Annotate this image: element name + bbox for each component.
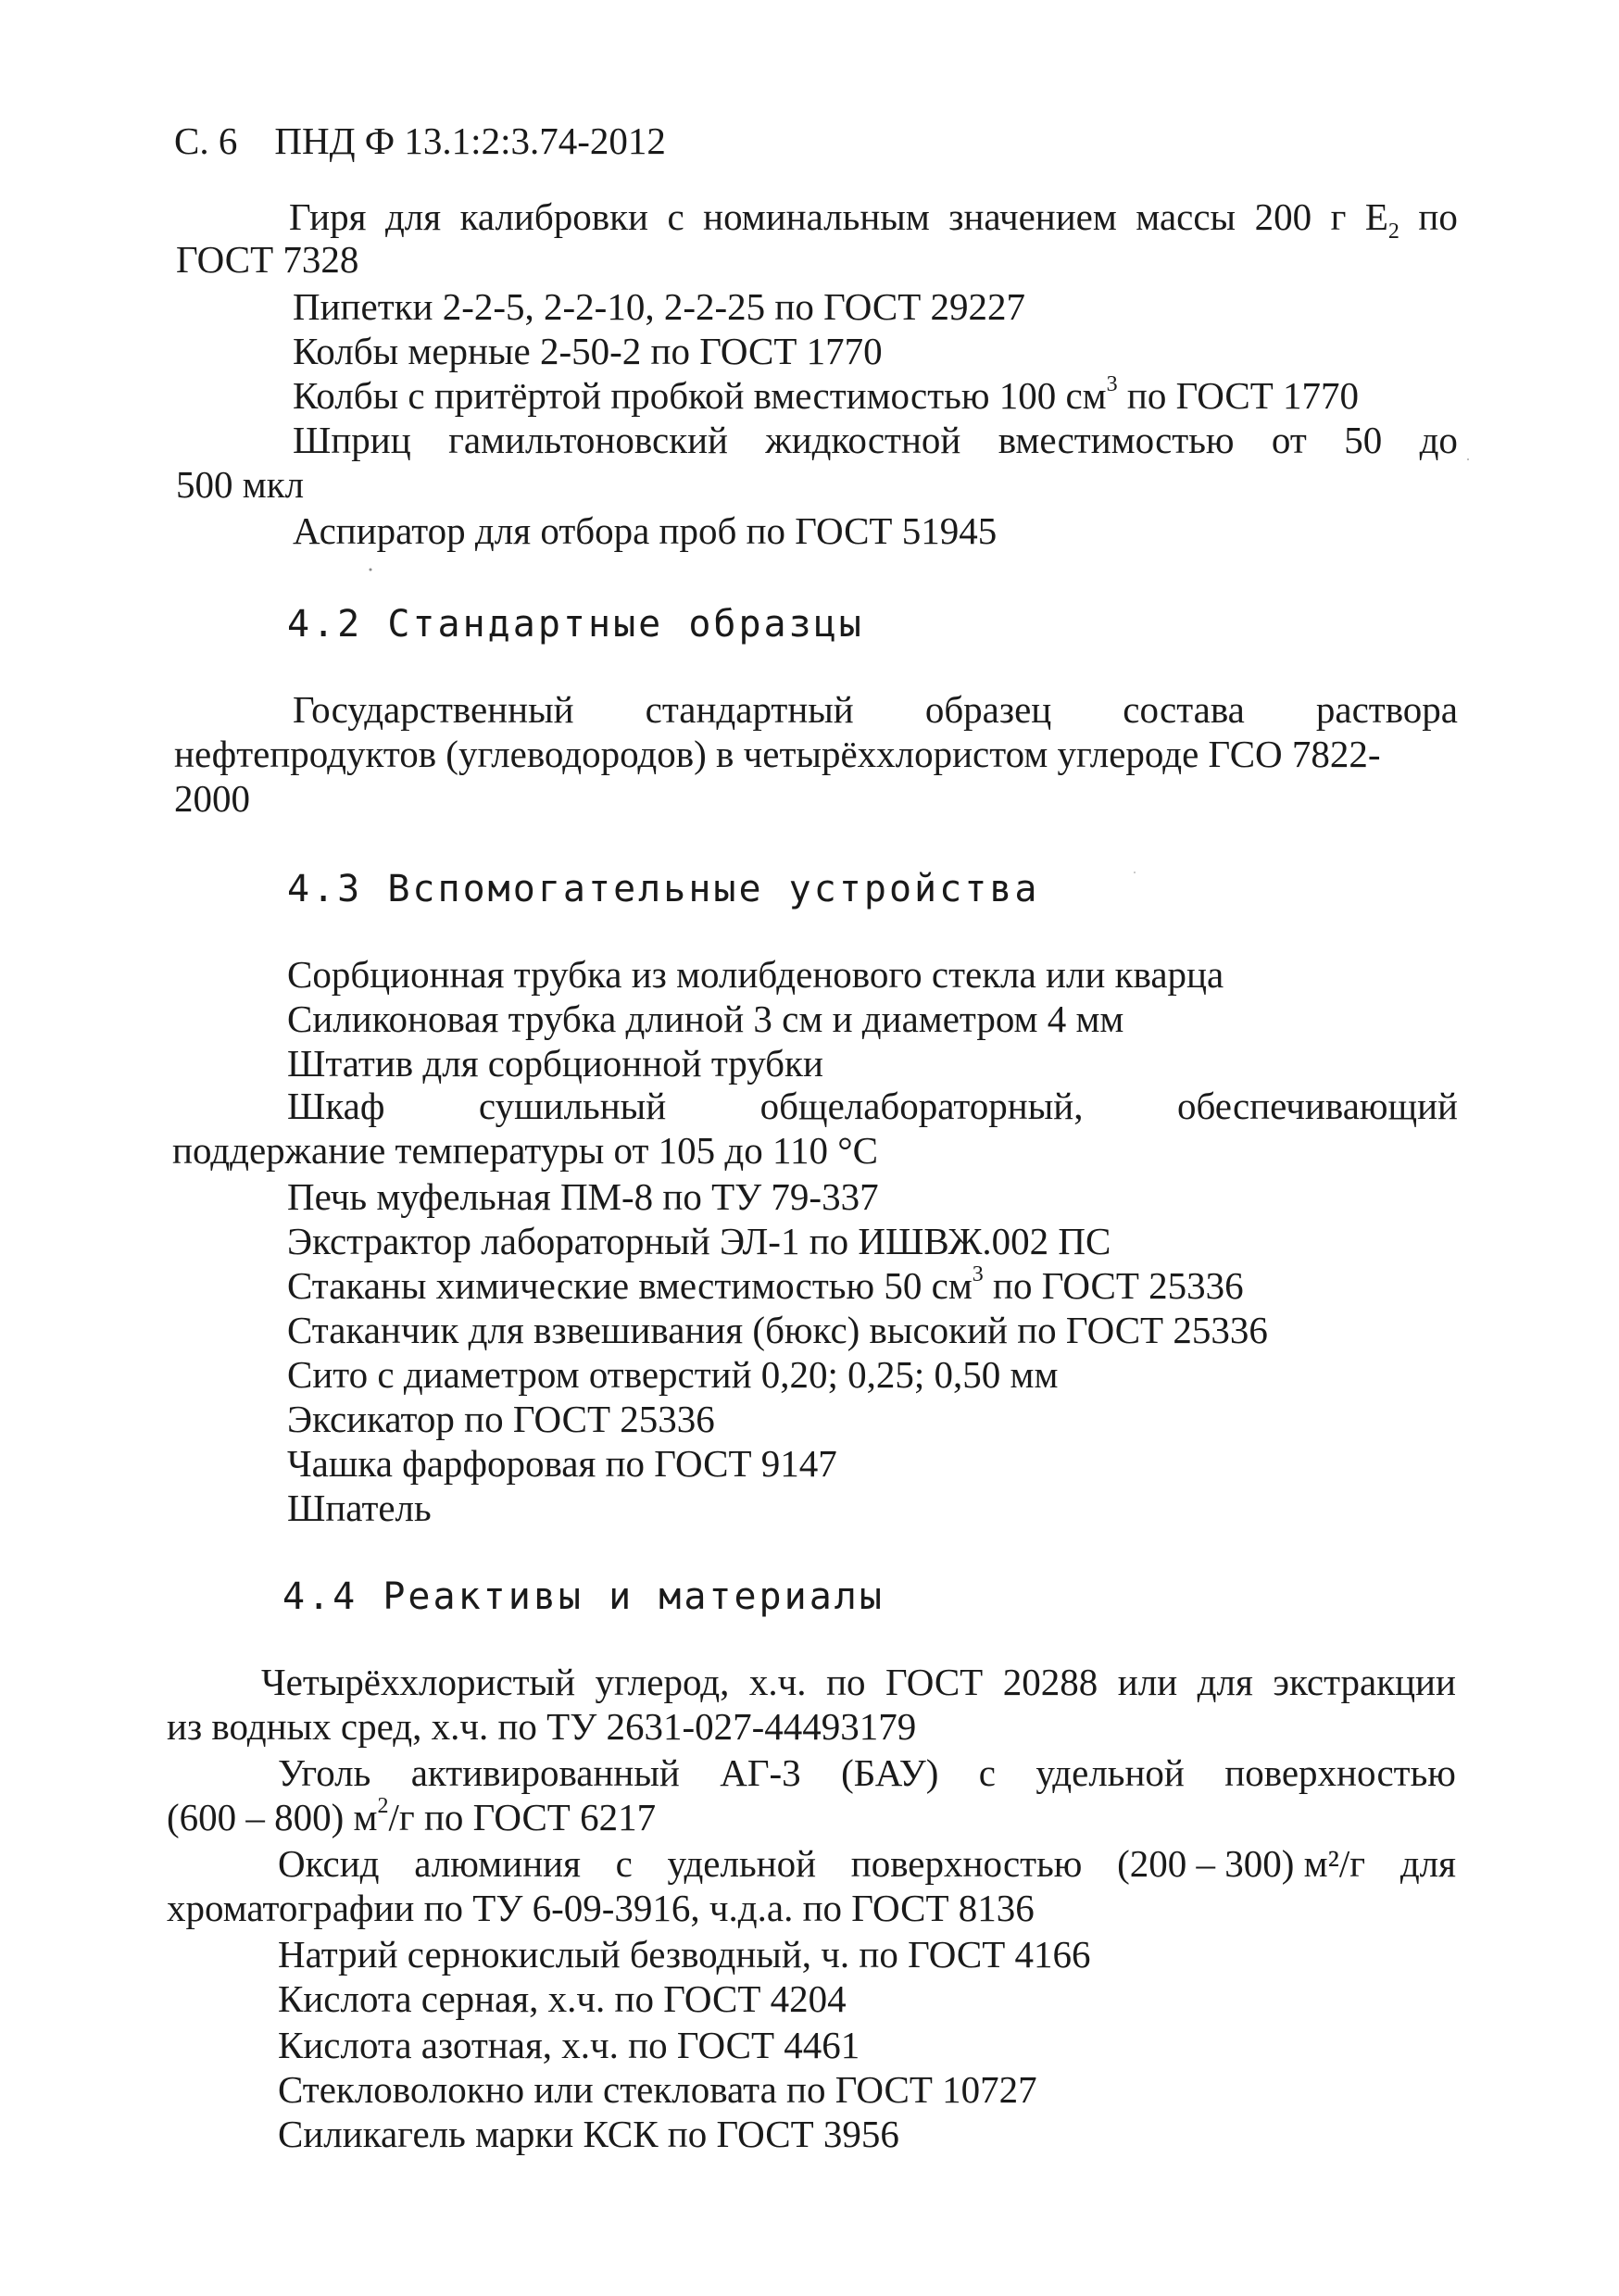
ccl4-line-2: из водных сред, х.ч. по ТУ 2631-027-44493179 (167, 1705, 917, 1748)
desiccator-line: Эксикатор по ГОСТ 25336 (287, 1398, 715, 1440)
aspirator-line: Аспиратор для отбора проб по ГОСТ 51945 (293, 509, 998, 552)
pipettes-line: Пипетки 2-2-5, 2-2-10, 2-2-25 по ГОСТ 29227 (293, 285, 1026, 328)
document-code: ПНД Ф 13.1:2:3.74-2012 (274, 119, 666, 162)
spatula-line: Шпатель (287, 1487, 432, 1529)
alumina-line-2: хроматографии по ТУ 6-09-3916, ч.д.а. по ГОСТ 8136 (167, 1887, 1035, 1929)
syringe-line-1: Шприц гамильтоновский жидкостной вместимостью от 50 до (293, 419, 1458, 461)
furnace-line: Печь муфельная ПМ-8 по ТУ 79-337 (287, 1175, 879, 1218)
porcelain-dish-line: Чашка фарфоровая по ГОСТ 9147 (287, 1442, 837, 1485)
nitric-acid-line: Кислота азотная, х.ч. по ГОСТ 4461 (278, 2024, 860, 2066)
stand-line: Штатив для сорбционной трубки (287, 1042, 823, 1085)
sorption-tube-line: Сорбционная трубка из молибденового стекла или кварца (287, 953, 1224, 996)
carbon-line-1: Уголь активированный АГ-3 (БАУ) с удельной поверхностью (278, 1751, 1456, 1794)
sulfuric-acid-line: Кислота серная, х.ч. по ГОСТ 4204 (278, 1977, 847, 2020)
section-4-3-heading: 4.3 Вспомогательные устройства (287, 868, 1040, 910)
alumina-line-1: Оксид алюминия с удельной поверхностью (200 – 300) м²/г для (278, 1842, 1456, 1885)
cabinet-line-1: Шкаф сушильный общелабораторный, обеспечивающий (287, 1085, 1458, 1127)
sieve-line: Сито с диаметром отверстий 0,20; 0,25; 0,50 мм (287, 1353, 1059, 1396)
flasks-line: Колбы мерные 2-50-2 по ГОСТ 1770 (293, 330, 883, 372)
cabinet-line-2: поддержание температуры от 105 до 110 °С (172, 1129, 879, 1172)
gso-line-2: нефтепродуктов (углеводородов) в четырёххлористом углероде ГСО 7822- (174, 733, 1381, 775)
silicone-tube-line: Силиконовая трубка длиной 3 см и диаметром 4 мм (287, 997, 1124, 1040)
silica-gel-line: Силикагель марки КСК по ГОСТ 3956 (278, 2113, 899, 2155)
section-4-2-heading: 4.2 Стандартные образцы (287, 603, 864, 646)
beakers-line: Стаканы химические вместимостью 50 $см^3$ по ГОСТ 25336 (287, 1262, 1244, 1307)
syringe-line-2: 500 мкл (176, 463, 305, 506)
sodium-sulfate-line: Натрий сернокислый безводный, ч. по ГОСТ 4166 (278, 1933, 1091, 1976)
weighing-bottle-line: Стаканчик для взвешивания (бюкс) высокий по ГОСТ 25336 (287, 1309, 1268, 1351)
carbon-line-2: (600 – 800) $м^2/г$ по ГОСТ 6217 (167, 1794, 657, 1838)
fiberglass-line: Стекловолокно или стекловата по ГОСТ 10727 (278, 2068, 1037, 2111)
ccl4-line-1: Четырёххлористый углерод, х.ч. по ГОСТ 20288 или для экстракции (261, 1661, 1456, 1703)
weight-line-2: ГОСТ 7328 (176, 238, 359, 281)
gso-line-3: 2000 (174, 777, 250, 820)
section-4-4-heading: 4.4 Реактивы и материалы (282, 1575, 885, 1618)
page-number: С. 6 (174, 119, 238, 162)
extractor-line: Экстрактор лабораторный ЭЛ-1 по ИШВЖ.002 ПС (287, 1220, 1111, 1262)
stopper-flasks-line: Колбы с притёртой пробкой вместимостью 100 $см^3$ по ГОСТ 1770 (293, 372, 1359, 417)
gso-line-1: Государственный стандартный образец состава раствора (293, 688, 1458, 731)
page-header (174, 119, 666, 163)
weight-line-1: Гиря для калибровки с номинальным значением массы 200 г $Е_2$ по (289, 195, 1458, 245)
